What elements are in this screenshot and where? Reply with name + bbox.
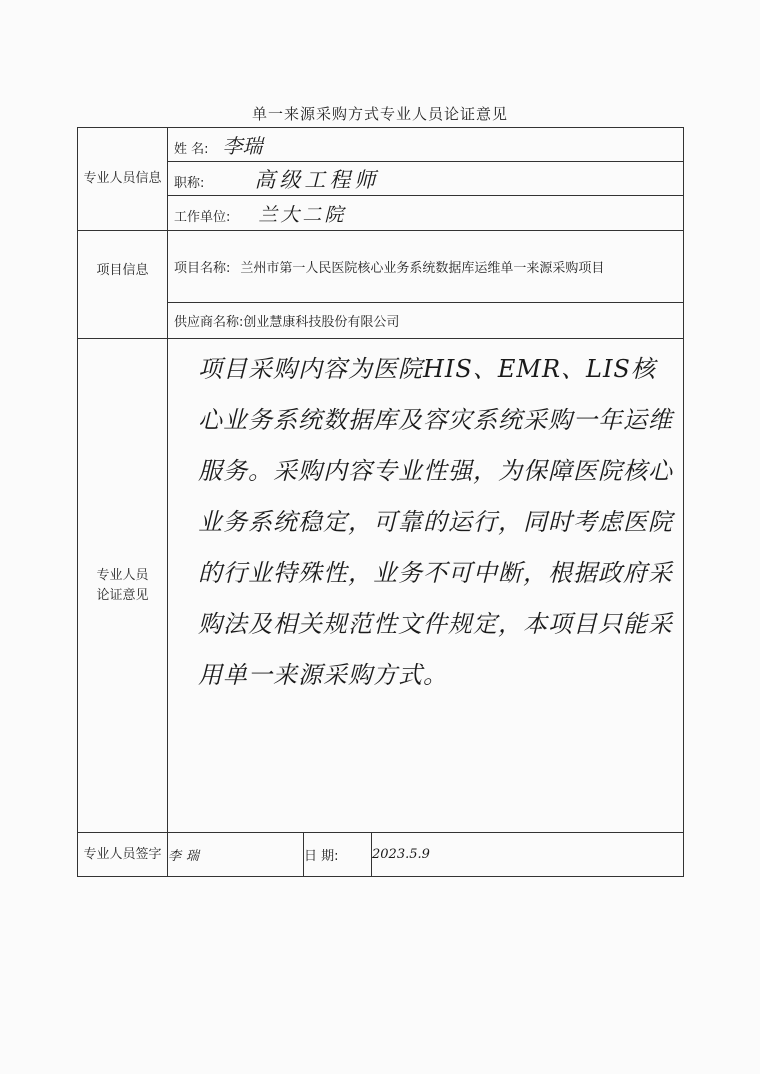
name-handwritten-value: 李瑞: [222, 134, 263, 158]
opinion-label-text: 专业人员论证意见: [96, 567, 149, 603]
signature-handwritten: 李瑞: [168, 833, 304, 877]
project-info-label-text: 项目信息: [96, 262, 149, 278]
opinion-handwritten-text: 项目采购内容为医院HIS、EMR、LIS核心业务系统数据库及容灾系统采购一年运维服务。采购内容专业性强，为保障医院核心业务系统稳定，可靠的运行，同时考虑医院的行业特殊性，业务不可中断，根据政府采购法及相关规范性文件规定，本项目只能采用单一来源采购方式。: [198, 355, 673, 689]
date-label: 日 期:: [304, 833, 372, 877]
document-title: 单一来源采购方式专业人员论证意见: [251, 105, 508, 123]
opinion-label: [78, 339, 168, 833]
title-field: [168, 162, 684, 196]
name-label: 姓 名:: [174, 142, 209, 157]
expert-info-label: 专业人员信息: [78, 128, 168, 231]
supplier-value: 创业慧康科技股份有限公司: [243, 315, 400, 330]
project-name-field: [168, 231, 684, 303]
project-name-value: 兰州市第一人民医院核心业务系统数据库运维单一来源采购项目: [240, 261, 605, 276]
date-handwritten-value: 2023.5.9: [372, 833, 684, 877]
supplier-row: [78, 303, 684, 339]
unit-field: [168, 196, 684, 231]
unit-handwritten-value: 兰大二院: [258, 203, 347, 226]
supplier-label: 供应商名称:: [174, 315, 244, 330]
opinion-field: [168, 339, 684, 833]
opinion-row: [78, 339, 684, 833]
opinion-form-table: [77, 127, 684, 877]
name-row: [78, 128, 684, 162]
title-handwritten-value: 高级工程师: [254, 167, 380, 192]
project-name-row: [78, 231, 684, 303]
signature-label: 专业人员签字: [78, 833, 168, 877]
name-field: [168, 128, 684, 162]
signature-row: [78, 833, 684, 877]
project-info-label: [78, 231, 168, 339]
unit-label: 工作单位:: [174, 209, 231, 225]
unit-row: [78, 196, 684, 231]
supplier-field: [168, 303, 684, 339]
title-row: [78, 162, 684, 196]
title-label: 职称:: [174, 175, 205, 191]
project-name-label: 项目名称:: [174, 261, 231, 276]
